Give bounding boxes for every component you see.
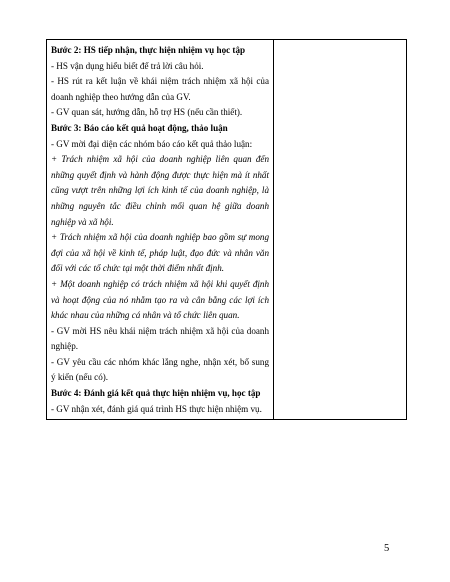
step-3-point-2: + Trách nhiệm xã hội của doanh nghiệp bao gồm sự mong đợi của xã hội về kinh tế, pháp luật, đạo đức và nhân văn đối với các tổ chức tại một thời điểm nhất định.: [51, 232, 269, 274]
step-3-line-1: - GV mời đại diện các nhóm báo cáo kết quả thảo luận:: [51, 138, 253, 149]
empty-content-cell: [274, 40, 407, 420]
page-number: 5: [384, 543, 390, 554]
activity-steps-cell: [47, 40, 274, 420]
step-3-point-1: + Trách nhiệm xã hội của doanh nghiệp liên quan đến những quyết định và hành động được thực hiện mà ít nhất cũng vượt trên những lợi ích kinh tế của doanh nghiệp, là những nguyên tắc điều chỉnh mối quan hệ giữa doanh nghiệp và xã hội.: [51, 154, 269, 227]
step-3-line-2: - GV mời HS nêu khái niệm trách nhiệm xã hội của doanh nghiệp.: [51, 325, 269, 352]
step-2-line-3: - GV quan sát, hướng dẫn, hỗ trợ HS (nếu cần thiết).: [51, 107, 243, 118]
step-2-line-2: - HS rút ra kết luận về khái niệm trách nhiệm xã hội của doanh nghiệp theo hướng dẫn của GV.: [51, 76, 269, 102]
step-3-line-3: - GV yêu cầu các nhóm khác lắng nghe, nhận xét, bổ sung ý kiến (nếu có).: [51, 356, 269, 383]
step-4-line-1: - GV nhận xét, đánh giá quá trình HS thực hiện nhiệm vụ.: [51, 403, 262, 414]
activity-steps-content: [47, 40, 273, 419]
step-2-heading: Bước 2: HS tiếp nhận, thực hiện nhiệm vụ học tập: [51, 45, 246, 55]
lesson-table: [46, 39, 407, 420]
table-row: [47, 40, 407, 420]
step-3-heading: Bước 3: Báo cáo kết quả hoạt động, thảo luận: [51, 122, 228, 133]
step-3-point-3: + Một doanh nghiệp có trách nhiệm xã hội khi quyết định và hoạt động của nó nhằm tạo ra và cân bằng các lợi ích khác nhau của những cá nhân và tổ chức liên quan.: [51, 278, 269, 321]
step-2-line-1: - HS vận dụng hiểu biết để trả lời câu hỏi.: [51, 60, 204, 71]
step-4-heading: Bước 4: Đánh giá kết quả thực hiện nhiệm vụ, học tập: [51, 388, 261, 399]
